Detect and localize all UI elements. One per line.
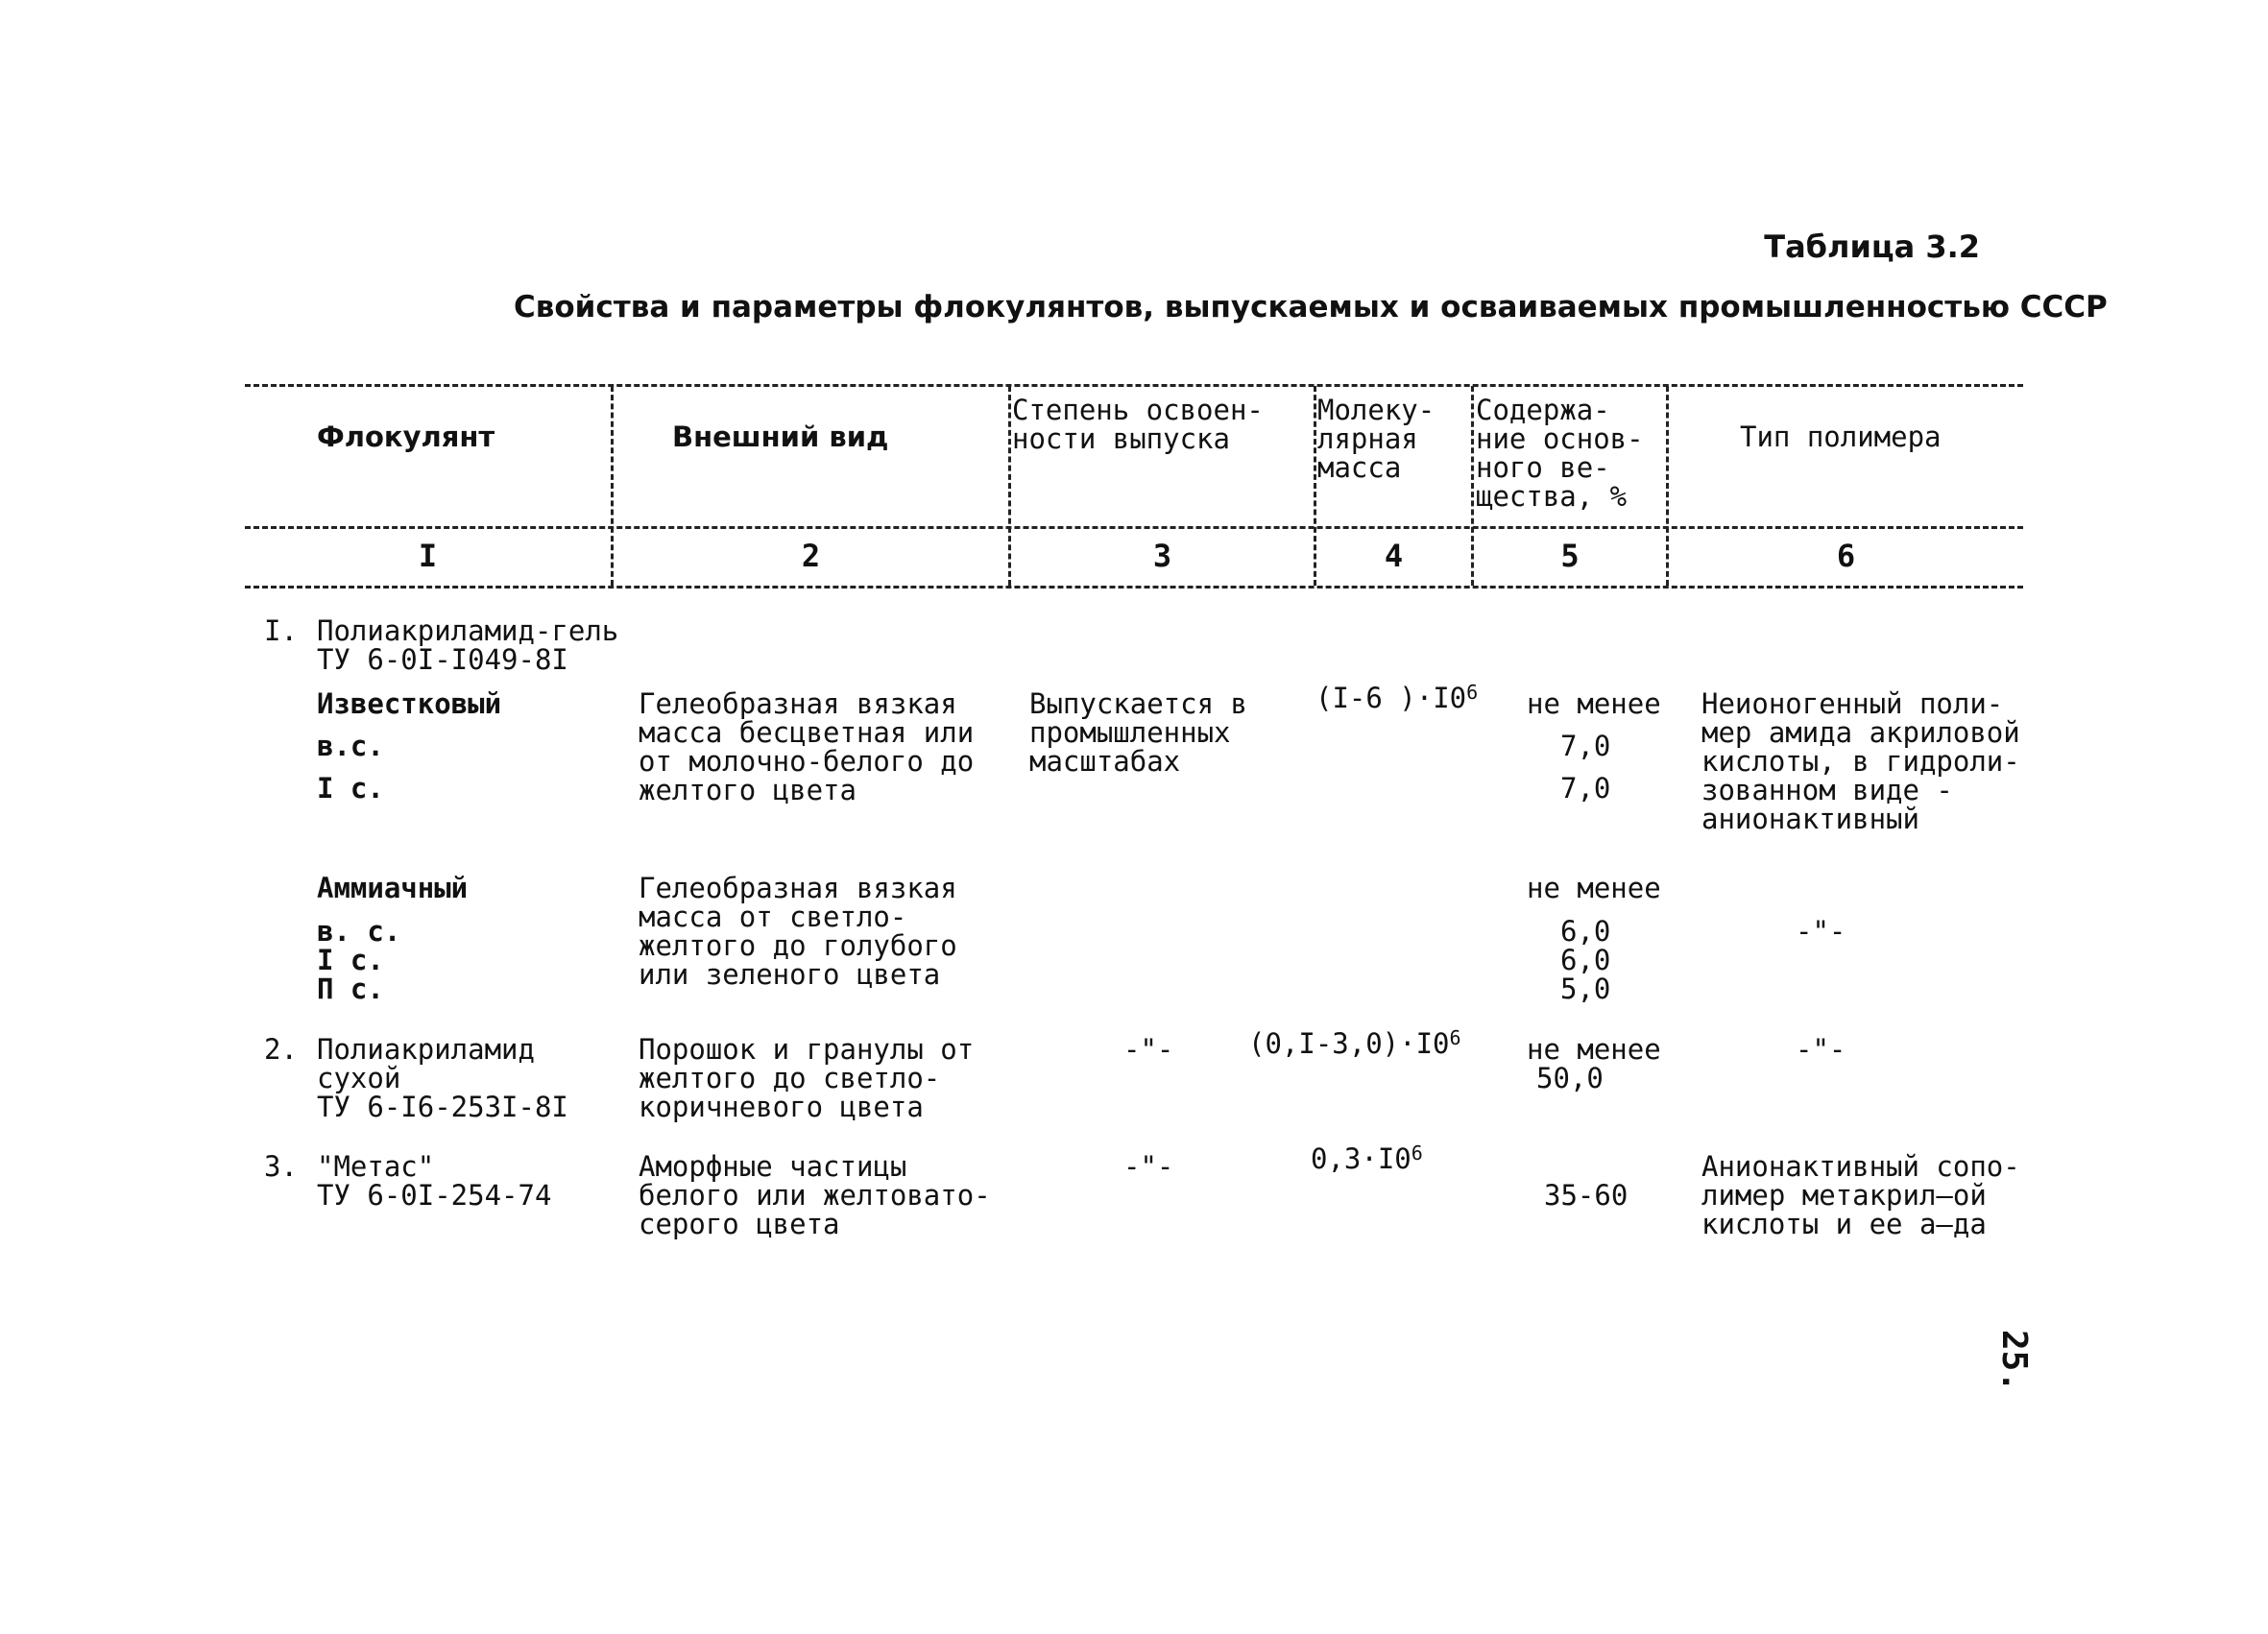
grade-sort: I с.: [317, 944, 384, 976]
grade-sort: в. с.: [317, 915, 401, 948]
appearance-text: Гелеобразная вязкая масса от светло- желтого до голубого или зеленого цвета: [639, 872, 957, 991]
grade-name: Известковый: [317, 687, 502, 720]
molecular-mass: $0,3\cdot I0^6$: [1311, 1141, 1423, 1175]
content-label: не менее: [1527, 1033, 1661, 1066]
row-name: Полиакриламид-гель: [317, 614, 619, 647]
status-text: -"-: [1123, 1150, 1174, 1183]
grade-name: Аммиачный: [317, 872, 469, 904]
grade-sort: I с.: [317, 772, 384, 805]
appearance-text: Аморфные частицы белого или желтовато- серого цвета: [639, 1150, 991, 1240]
table-label: Таблица 3.2: [1764, 228, 1980, 265]
numbers-bottom-rule: [245, 586, 2023, 589]
grade-sort: П с.: [317, 973, 384, 1005]
header-bottom-rule: [245, 526, 2023, 529]
content-value: 5,0: [1560, 973, 1611, 1005]
content-value: 7,0: [1560, 772, 1611, 805]
polymer-type: Неионогенный поли- мер амида акриловой кислоты, в гидроли- зованном виде - анионактивный: [1701, 687, 2020, 835]
content-value: 6,0: [1560, 915, 1611, 948]
column-header-polymer: Тип полимера: [1740, 421, 1942, 453]
column-number: 3: [1152, 538, 1172, 574]
column-header-mass: Молеку- лярная масса: [1317, 394, 1436, 484]
row-spec: ТУ 6-0I-I049-8I: [317, 643, 568, 676]
status-text: -"-: [1123, 1033, 1174, 1066]
polymer-type: -"-: [1796, 1033, 1846, 1066]
content-value: 50,0: [1536, 1062, 1604, 1094]
column-number: 5: [1560, 538, 1580, 574]
table-title: Свойства и параметры флокулянтов, выпускаемых и осваиваемых промышленностью СССР: [514, 290, 2108, 324]
column-number: 6: [1836, 538, 1856, 574]
header-top-rule: [245, 384, 2023, 387]
content-value: 6,0: [1560, 944, 1611, 976]
content-value: 35-60: [1544, 1179, 1629, 1212]
content-label: не менее: [1527, 687, 1661, 720]
row-index: 3.: [264, 1150, 298, 1183]
column-header-content: Содержа- ние основ- ного ве- щества, %: [1476, 394, 1644, 513]
content-value: 7,0: [1560, 730, 1611, 762]
status-text: Выпускается в промышленных масштабах: [1029, 687, 1247, 778]
molecular-mass: (I-6 )$\cdot I0^6$: [1315, 681, 1479, 714]
column-header-status: Степень освоен- ности выпуска: [1012, 394, 1264, 455]
polymer-type: Анионактивный сопо- лимер метакрил—ой кислоты и ее а—да: [1701, 1150, 2020, 1240]
appearance-text: Порошок и гранулы от желтого до светло- коричневого цвета: [639, 1033, 975, 1123]
polymer-type: -"-: [1796, 915, 1846, 948]
column-header-flocculant: Флокулянт: [317, 421, 495, 453]
column-header-appearance: Внешний вид: [672, 421, 889, 453]
column-number: 2: [801, 538, 821, 574]
column-number: 4: [1384, 538, 1404, 574]
row-name: Полиакриламид сухой ТУ 6-I6-253I-8I: [317, 1033, 568, 1123]
appearance-text: Гелеобразная вязкая масса бесцветная или от молочно-белого до желтого цвета: [639, 687, 975, 806]
molecular-mass: $(0,I-3,0)\cdot I0^6$: [1248, 1026, 1461, 1060]
content-label: не менее: [1527, 872, 1661, 904]
column-number: I: [418, 538, 438, 574]
page-number: 25.: [1994, 1330, 2034, 1393]
grade-sort: в.с.: [317, 730, 384, 762]
row-index: I.: [264, 614, 298, 647]
row-index: 2.: [264, 1033, 298, 1066]
row-name: "Метас" ТУ 6-0I-254-74: [317, 1150, 552, 1212]
